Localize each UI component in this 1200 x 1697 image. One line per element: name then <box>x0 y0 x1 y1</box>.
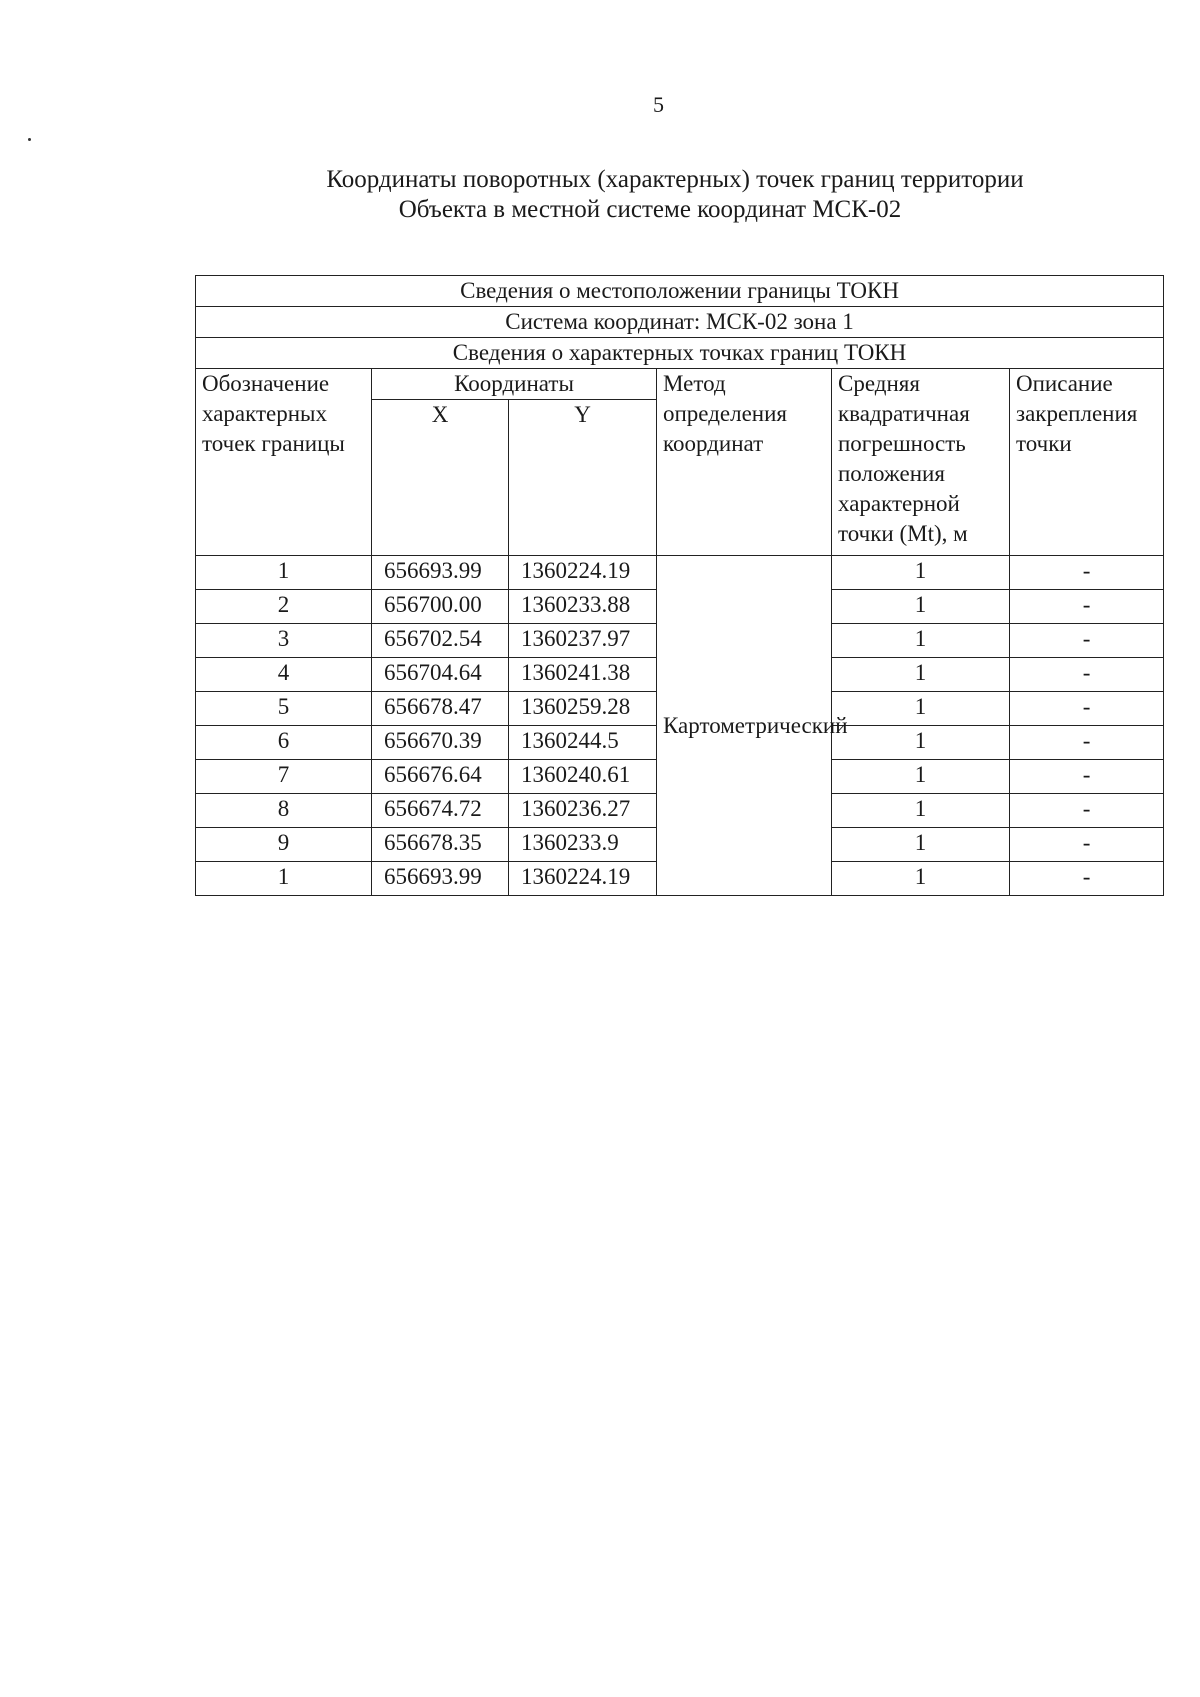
cell-description: - <box>1010 556 1164 590</box>
document-title-line-2: Объекта в местной системе координат МСК-02 <box>398 196 902 223</box>
cell-mt: 1 <box>832 590 1010 624</box>
page-number: 5 <box>653 92 664 117</box>
cell-y: 1360236.27 <box>509 794 657 828</box>
cell-x: 656670.39 <box>372 726 509 760</box>
cell-mt: 1 <box>832 692 1010 726</box>
col-description: Описание закрепления точки <box>1010 369 1164 556</box>
cell-description: - <box>1010 760 1164 794</box>
cell-point: 7 <box>196 760 372 794</box>
cell-x: 656702.54 <box>372 624 509 658</box>
col-method: Метод определения координат <box>657 369 832 556</box>
cell-mt: 1 <box>832 862 1010 896</box>
cell-mt: 1 <box>832 726 1010 760</box>
scan-speck <box>28 138 31 141</box>
cell-x: 656693.99 <box>372 862 509 896</box>
cell-description: - <box>1010 692 1164 726</box>
cell-point: 1 <box>196 862 372 896</box>
cell-point: 6 <box>196 726 372 760</box>
cell-description: - <box>1010 726 1164 760</box>
header-location: Сведения о местоположении границы ТОКН <box>196 276 1164 307</box>
document-title-line-1: Координаты поворотных (характерных) точек границ территории <box>326 166 1024 193</box>
cell-point: 2 <box>196 590 372 624</box>
header-points: Сведения о характерных точках границ ТОКН <box>196 338 1164 369</box>
cell-x: 656704.64 <box>372 658 509 692</box>
cell-y: 1360240.61 <box>509 760 657 794</box>
cell-x: 656678.47 <box>372 692 509 726</box>
cell-x: 656693.99 <box>372 556 509 590</box>
cell-description: - <box>1010 862 1164 896</box>
cell-x: 656700.00 <box>372 590 509 624</box>
cell-y: 1360237.97 <box>509 624 657 658</box>
cell-x: 656678.35 <box>372 828 509 862</box>
cell-point: 3 <box>196 624 372 658</box>
cell-y: 1360259.28 <box>509 692 657 726</box>
cell-y: 1360233.9 <box>509 828 657 862</box>
cell-mt: 1 <box>832 828 1010 862</box>
cell-description: - <box>1010 828 1164 862</box>
cell-x: 656674.72 <box>372 794 509 828</box>
cell-mt: 1 <box>832 556 1010 590</box>
cell-point: 5 <box>196 692 372 726</box>
col-y: Y <box>509 400 657 556</box>
cell-point: 1 <box>196 556 372 590</box>
cell-y: 1360224.19 <box>509 862 657 896</box>
cell-y: 1360241.38 <box>509 658 657 692</box>
cell-y: 1360233.88 <box>509 590 657 624</box>
cell-mt: 1 <box>832 658 1010 692</box>
col-designation: Обозначение характерных точек границы <box>196 369 372 556</box>
coordinates-table <box>195 275 1164 896</box>
cell-method: Картометрический <box>657 556 832 896</box>
col-error: Средняя квадратичная погрешность положения характерной точки (Mt), м <box>832 369 1010 556</box>
cell-mt: 1 <box>832 760 1010 794</box>
cell-y: 1360224.19 <box>509 556 657 590</box>
cell-point: 9 <box>196 828 372 862</box>
col-coordinates: Координаты <box>372 369 657 400</box>
header-coordinate-system: Система координат: МСК-02 зона 1 <box>196 307 1164 338</box>
col-x: X <box>372 400 509 556</box>
cell-description: - <box>1010 658 1164 692</box>
table-row <box>196 556 1164 590</box>
cell-description: - <box>1010 624 1164 658</box>
cell-point: 8 <box>196 794 372 828</box>
cell-description: - <box>1010 590 1164 624</box>
cell-mt: 1 <box>832 794 1010 828</box>
cell-x: 656676.64 <box>372 760 509 794</box>
cell-description: - <box>1010 794 1164 828</box>
cell-point: 4 <box>196 658 372 692</box>
cell-mt: 1 <box>832 624 1010 658</box>
cell-y: 1360244.5 <box>509 726 657 760</box>
